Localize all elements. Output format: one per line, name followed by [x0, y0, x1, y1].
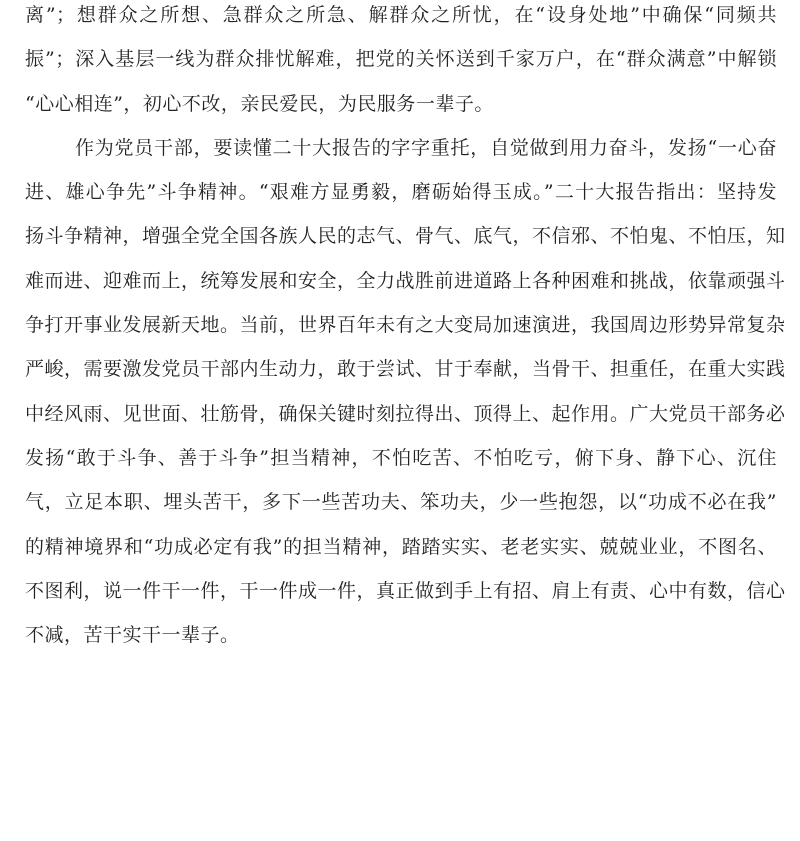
- document-body: [25, 2, 786, 666]
- text-line: “心心相连”，初心不改，亲民爱民，为民服务一辈子。: [25, 92, 494, 115]
- text-line: 不图利，说一件干一件，干一件成一件，真正做到手上有招、肩上有责、心中有数，信心: [25, 579, 786, 602]
- text-line: 不减，苦干实干一辈子。: [25, 624, 240, 647]
- text-line: 进、雄心争先”斗争精神。“艰难方显勇毅，磨砺始得玉成。”二十大报告指出：坚持发: [25, 181, 777, 204]
- text-line: 扬斗争精神，增强全党全国各族人民的志气、骨气、底气，不信邪、不怕鬼、不怕压，知: [25, 225, 786, 248]
- text-line: 争打开事业发展新天地。当前，世界百年未有之大变局加速演进，我国周边形势异常复杂: [25, 314, 786, 337]
- text-line: 严峻，需要激发党员干部内生动力，敢于尝试、甘于奉献，当骨干、担重任，在重大实践: [25, 358, 786, 381]
- text-line: 离”；想群众之所想、急群众之所急、解群众之所忧，在“设身处地”中确保“同频共: [25, 4, 777, 26]
- text-line: 发扬“敢于斗争、善于斗争”担当精神，不怕吃苦、不怕吃亏，俯下身、静下心、沉住: [25, 446, 777, 469]
- text-line: 难而进、迎难而上，统筹发展和安全，全力战胜前进道路上各种困难和挑战，依靠顽强斗: [25, 269, 786, 292]
- text-line: 气，立足本职、埋头苦干，多下一些苦功夫、笨功夫，少一些抱怨，以“功成不必在我”: [25, 491, 777, 514]
- text-line: 中经风雨、见世面、壮筋骨，确保关键时刻拉得出、顶得上、起作用。广大党员干部务必: [25, 402, 786, 425]
- text-line: 的精神境界和“功成必定有我”的担当精神，踏踏实实、老老实实、兢兢业业，不图名、: [25, 535, 777, 558]
- text-line: 振”；深入基层一线为群众排忧解难，把党的关怀送到千家万户，在“群众满意”中解锁: [25, 48, 777, 71]
- text-line: 作为党员干部，要读懂二十大报告的字字重托，自觉做到用力奋斗，发扬“一心奋: [75, 136, 777, 159]
